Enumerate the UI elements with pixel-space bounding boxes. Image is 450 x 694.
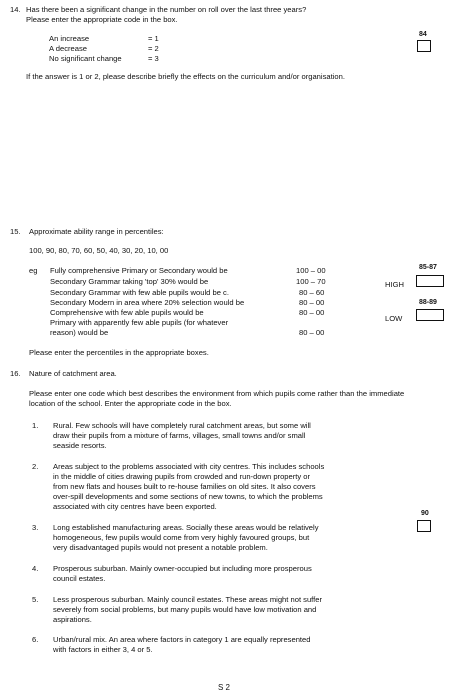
q16-item-line: seaside resorts. xyxy=(53,441,107,450)
q15-example-range: 100 – 00 xyxy=(296,266,326,275)
q14-box-code: 84 xyxy=(419,31,427,38)
q15-example-text: Fully comprehensive Primary or Secondary would be xyxy=(50,266,228,275)
q16-item-line: over-spill developments and some sections of new towns, to which the problems xyxy=(53,492,323,501)
q16-item-line: council estates. xyxy=(53,574,106,583)
q16-item-line: Long established manufacturing areas. Socially these areas would be relatively xyxy=(53,523,319,532)
q16-instruction: location of the school. Enter the appropriate code in the box. xyxy=(29,399,232,408)
q15-example-text: Secondary Grammar with few able pupils would be c. xyxy=(50,288,229,297)
q15-question: Approximate ability range in percentiles: xyxy=(29,227,164,236)
q14-option-label: An increase xyxy=(49,34,90,43)
q15-example-text: Secondary Grammar taking 'top' 30% would be xyxy=(50,277,209,286)
q15-high-label: HIGH xyxy=(385,280,404,289)
q14-option-code: = 1 xyxy=(148,34,159,43)
q15-low-box[interactable] xyxy=(416,309,444,321)
q14-option-label: A decrease xyxy=(49,44,87,53)
q16-item-line: Less prosperous suburban. Mainly council estates. These areas might not suffer xyxy=(53,595,323,604)
q15-low-label: LOW xyxy=(385,314,403,323)
q14-followup: If the answer is 1 or 2, please describe briefly the effects on the curriculum and/or organisation. xyxy=(26,72,345,81)
q16-item-line: in the middle of cities drawing pupils from crowded and run-down property or xyxy=(53,472,311,481)
q15-example-range: 80 – 60 xyxy=(299,288,325,297)
q16-item-number: 5. xyxy=(32,595,39,604)
q15-instruction: Please enter the percentiles in the appropriate boxes. xyxy=(29,348,209,357)
q14-option-code: = 2 xyxy=(148,44,159,53)
q15-number: 15. xyxy=(10,227,21,236)
q15-example-range: 80 – 00 xyxy=(299,298,325,307)
q16-item-line: Urban/rural mix. An area where factors in category 1 are equally represented xyxy=(53,635,311,644)
q16-item-line: from new flats and houses built to re-house families on old sites. It also covers xyxy=(53,482,316,491)
q14-option-label: No significant change xyxy=(49,54,122,63)
q16-item-line: homogeneous, few pupils would come from very highly favoured groups, but xyxy=(53,533,310,542)
q16-item-number: 4. xyxy=(32,564,39,573)
q15-example-range: 100 – 70 xyxy=(296,277,326,286)
q16-item-number: 1. xyxy=(32,421,39,430)
page-number: S 2 xyxy=(218,683,231,692)
q16-answer-box[interactable] xyxy=(417,520,431,532)
q14-question: Has there been a significant change in the number on roll over the last three years? xyxy=(26,5,307,14)
q16-instruction: Please enter one code which best describes the environment from which pupils come rather than the immediate xyxy=(29,389,405,398)
q16-box-code: 90 xyxy=(421,510,429,517)
q14-instruction: Please enter the appropriate code in the box. xyxy=(26,15,178,24)
q15-example-range: 80 – 00 xyxy=(299,328,325,337)
q16-item-line: draw their pupils from a mixture of farms, villages, small towns and/or small xyxy=(53,431,306,440)
q16-item-line: aspirations. xyxy=(53,615,92,624)
q16-item-line: Areas subject to the problems associated with city centres. This includes schools xyxy=(53,462,325,471)
q16-item-number: 2. xyxy=(32,462,39,471)
q16-item-line: very disadvantaged pupils would not present a notable problem. xyxy=(53,543,268,552)
q15-example-text: reason) would be xyxy=(50,328,109,337)
q14-option-code: = 3 xyxy=(148,54,159,63)
q15-low-code: 88-89 xyxy=(419,299,437,306)
q15-scale: 100, 90, 80, 70, 60, 50, 40, 30, 20, 10, 00 xyxy=(29,246,169,255)
q15-example-range: 80 – 00 xyxy=(299,308,325,317)
q15-example-text: Comprehensive with few able pupils would be xyxy=(50,308,204,317)
q14-number: 14. xyxy=(10,5,21,14)
q16-question: Nature of catchment area. xyxy=(29,369,117,378)
q16-item-line: Prosperous suburban. Mainly owner-occupied but including more prosperous xyxy=(53,564,312,573)
q16-item-line: associated with city centres have been exported. xyxy=(53,502,217,511)
q15-example-text: Primary with apparently few able pupils (for whatever xyxy=(50,318,229,327)
q16-number: 16. xyxy=(10,369,21,378)
q15-high-code: 85-87 xyxy=(419,264,437,271)
q16-item-number: 6. xyxy=(32,635,39,644)
q15-example-text: Secondary Modern in area where 20% selection would be xyxy=(50,298,245,307)
q16-item-line: with factors in either 3, 4 or 5. xyxy=(53,645,153,654)
q14-answer-box[interactable] xyxy=(417,40,431,52)
q16-item-line: Rural. Few schools will have completely rural catchment areas, but some will xyxy=(53,421,311,430)
q16-item-line: severely from social problems, but many pupils would have low motivation and xyxy=(53,605,317,614)
q16-item-number: 3. xyxy=(32,523,39,532)
q15-high-box[interactable] xyxy=(416,275,444,287)
q15-eg-label: eg xyxy=(29,266,38,275)
